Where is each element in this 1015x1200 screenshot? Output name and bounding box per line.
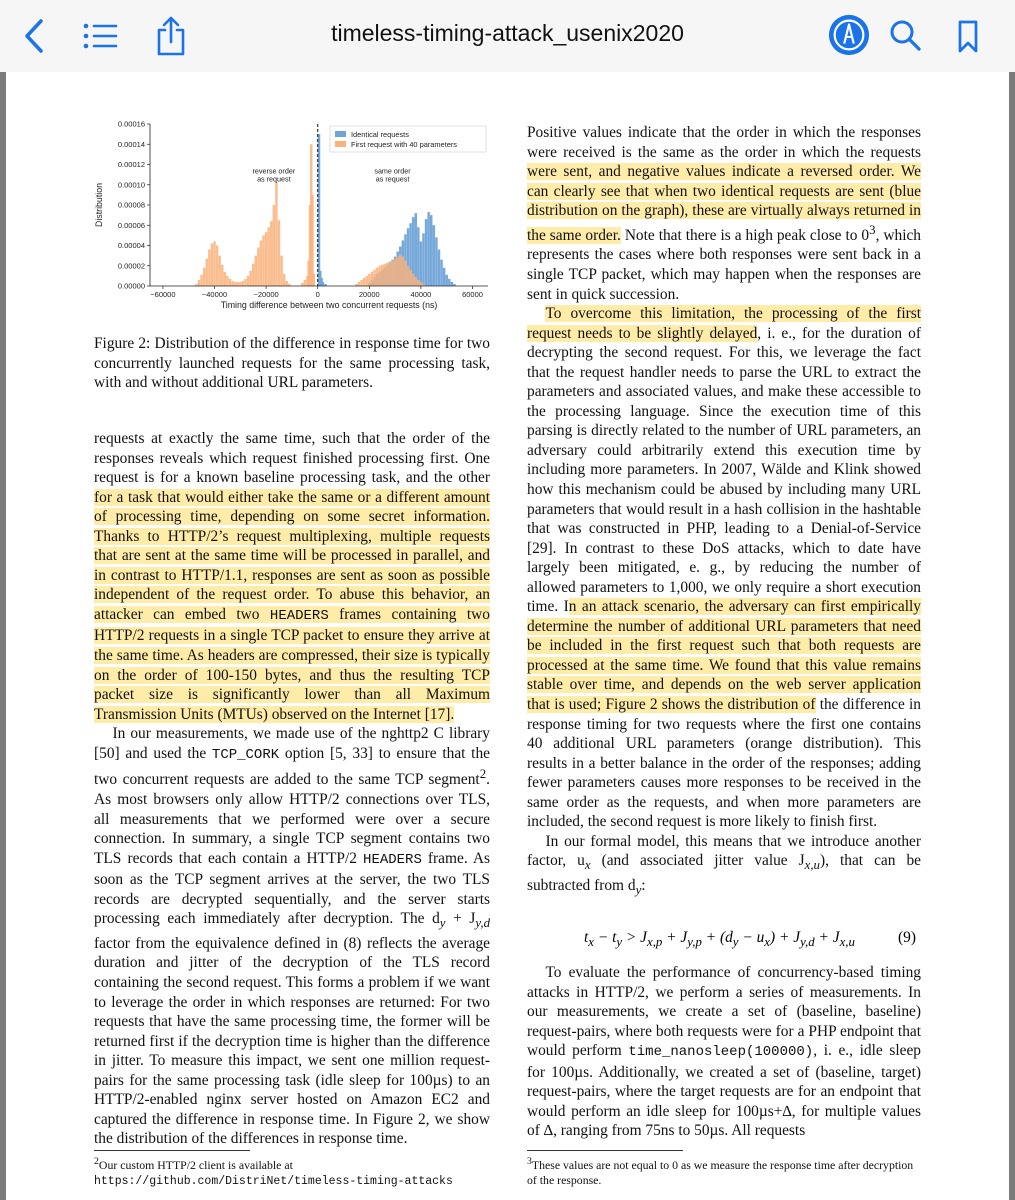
histogram-bar [384, 264, 386, 286]
document-title: timeless-timing-attack_usenix2020 [331, 20, 684, 46]
histogram-bar [252, 264, 254, 286]
histogram-bar [389, 262, 391, 286]
histogram-bar [224, 272, 226, 286]
histogram-bar [402, 257, 404, 286]
right-column [527, 123, 921, 901]
histogram-bar [265, 232, 267, 286]
x-tick-label: 20000 [358, 290, 380, 299]
histogram-bar [255, 256, 257, 286]
histogram-bar [221, 265, 223, 286]
histogram-bar [451, 282, 453, 286]
x-axis-label: Timing difference between two concurrent requests (ns) [220, 300, 438, 310]
left-paragraph-1: requests at exactly the same time, such that the order of the responses reveals which request finished processing first. One request is for a known baseline processing task, and the other for a task that would either take the same or a different amount of processing time, depending on some secret information. Thanks to HTTP/2’s request multiplexing, multiple requests that are sent at the same time will be processed in parallel, and in contrast to HTTP/1.1, responses are sent as soon as possible independent of the request order. To abuse this behavior, an attacker can embed two HEADERS frames containing two HTTP/2 requests in a single TCP packet to ensure they arrive at the same time. As headers are compressed, their size is typically on the order of 100-150 bytes, and thus the resulting TCP packet size is significantly lower than all Maximum Transmission Units (MTUs) observed on the Internet [17]. [94, 430, 490, 723]
markup-pen-icon[interactable] [826, 13, 872, 57]
histogram-bar [409, 270, 411, 286]
y-tick-label: 0.00016 [117, 119, 145, 129]
highlight: for a task that would either take the same or a different amount of processing time, depending on some secret information. Thanks to HTTP/2’s request multiplexing, multiple requests that are sent at the same time will be processed in parallel, and in contrast to HTTP/1.1, responses are sent as soon as possible independent of the request order. To abuse this behavior, an attacker can embed two HEADERS frames containing two HTTP/2 requests in a single TCP packet to ensure they arrive at the same time. As headers are compressed, their size is typically on the order of 100-150 bytes, and thus the resulting TCP packet size is significantly lower than all Maximum Transmission Units (MTUs) observed on the Internet [17]. [94, 488, 490, 723]
histogram-bar [420, 282, 422, 286]
histogram-bar [280, 256, 282, 286]
y-tick-label: 0.00008 [117, 200, 145, 210]
histogram-bar [247, 276, 249, 286]
histogram-bar [198, 280, 200, 286]
histogram-bar [218, 256, 220, 286]
histogram-bar [360, 280, 362, 286]
histogram-bar [242, 281, 244, 286]
footnote-3: $^3$These values are not equal to 0 as we measure the response time after decryption of the response. [527, 1156, 914, 1187]
histogram-bar [386, 263, 388, 286]
y-tick-label: 0.00010 [117, 180, 145, 190]
histogram-bar [378, 266, 380, 286]
left-column [94, 429, 490, 1149]
histogram-bar [412, 274, 414, 286]
histogram-bar [226, 276, 228, 286]
timing-histogram-chart [90, 116, 490, 312]
histogram-bar [231, 281, 233, 286]
histogram-bar [358, 282, 360, 286]
right-paragraph-2: To overcome this limitation, the processing of the first request needs to be slightly delayed, i. e., for the duration of decrypting the second request. For this, we leverage the fact that the request handler needs to parse the URL to extract the parameters and associated values, and make these accessible to the processing language. Since the execution time of this parsing is directly related to the number of URL parameters, an adversary could arbitrarily extend this execution time by including more parameters. In 2007, Wälde and Klink showed how this mechanism could be abused by including many URL parameters that would result in a hash collision in the hashtable that was constructed in PHP, leading to a Denial-of-Service [29]. In contrast to these DoS attacks, which to date have largely been mitigated, e. g., by reducing the number of allowed parameters to 1,000, we only require a short execution time. In an attack scenario, the adversary can first empirically determine the number of additional URL parameters that need be included in the first request such that both requests are processed at the same time. We found that this value remains stable over time, and depends on the web server application that is used; Figure 2 shows the distribution of the difference in response timing for two requests where the first one contains 40 additional URL parameters (orange distribution). This results in a better balance in the order of the responses; adding fewer parameters causes more responses to be received in the same order as the requests, and when more parameters are included, the second request is more likely to finish first. [527, 305, 922, 831]
histogram-bar [438, 250, 440, 286]
legend-swatch [335, 131, 346, 137]
legend-swatch [335, 141, 346, 147]
chart-annotation: reverse order [252, 166, 296, 176]
left-paragraph-2: In our measurements, we made use of the nghttp2 C library [50] and used the TCP_CORK option [5, 33] to ensure that the two concurrent requests are added to the same TCP segment$^2$. As most browsers only allow HTTP/2 connections over TLS, all measurements that we performed were over a secure connection. In summary, a single TCP segment contains two TLS records that each contain a HTTP/2 HEADERS frame. As soon as the TCP segment arrives at the server, the two TLS records are decrypted sequentially, and the server starts processing each immediately after decryption. The $d_y + J_{y,d}$ factor from the equivalence defined in (8) reflects the average duration and jitter of the decryption of the TLS record containing the second request. This forms a problem if we want to leverage the order in which responses are returned: For two requests that have the same processing time, the former will be returned first if the decryption time is higher than the difference in jitter. To measure this impact, we sent one million request-pairs for the same processing task (idle sleep for 100µs) to an HTTP/2-enabled nginx server hosted on Amazon EC2 and captured the difference in response time. In Figure 2, we show the distribution of the differences in response time. [94, 725, 490, 1148]
histogram-bar [211, 243, 213, 286]
histogram-bar [311, 195, 313, 286]
x-tick-label: 60000 [462, 290, 483, 299]
y-tick-label: 0.00004 [117, 241, 145, 251]
histogram-bar [203, 268, 205, 286]
histogram-bar [239, 282, 241, 286]
histogram-bar [394, 259, 396, 286]
histogram-bar [322, 282, 324, 286]
bookmark-icon[interactable] [955, 14, 981, 58]
histogram-bar [267, 227, 269, 286]
histogram-bar [371, 272, 373, 286]
footnote-rule [94, 1150, 250, 1151]
histogram-bar [373, 270, 375, 286]
histogram-bars [195, 134, 455, 286]
x-tick-label: 0 [315, 290, 320, 299]
histogram-bar [376, 268, 378, 286]
histogram-bar [313, 274, 315, 286]
footnote-rule [527, 1150, 683, 1151]
histogram-bar [260, 240, 262, 286]
histogram-bar [420, 241, 422, 286]
y-axis-label: Distribution [94, 182, 104, 228]
right-column-lower [527, 963, 921, 1141]
histogram-bar [275, 182, 277, 286]
histogram-bar [425, 219, 427, 286]
histogram-bar [244, 279, 246, 286]
histogram-bar [200, 275, 202, 286]
x-tick-label: −20000 [253, 290, 279, 299]
histogram-bar [435, 237, 437, 286]
histogram-bar [404, 261, 406, 286]
histogram-bar [443, 268, 445, 286]
histogram-bar [262, 235, 264, 286]
histogram-bar [270, 221, 272, 286]
equation-9: $t_x - t_y > J_{x,p} + J_{y,p} + (d_y - u_x) + J_{y,d} + J_{x,u}$ [584, 929, 855, 950]
histogram-bar [257, 248, 259, 286]
histogram-bar [433, 225, 435, 286]
histogram-bar [216, 246, 218, 287]
legend-entry: First request with 40 parameters [351, 140, 457, 149]
y-tick-label: 0.00012 [117, 160, 145, 170]
search-icon[interactable] [888, 14, 922, 58]
highlight: To overcome this limitation, the processing of the first request needs to be slightly delayed [527, 305, 921, 342]
histogram-bar [208, 250, 210, 286]
figure-caption: Figure 2: Distribution of the difference in response time for two concurrently launched requests for the same processing task, with and without additional URL parameters. [94, 335, 490, 391]
histogram-bar [396, 257, 398, 286]
histogram-bar [445, 275, 447, 286]
histogram-bar [430, 215, 432, 286]
histogram-bar [236, 282, 238, 286]
histogram-bar [368, 274, 370, 286]
histogram-bar [273, 205, 275, 286]
y-tick-label: 0.00002 [117, 261, 145, 271]
histogram-bar [407, 266, 409, 286]
y-tick-label: 0.00000 [117, 281, 145, 291]
chart-annotation: as request [375, 174, 410, 184]
chart-annotation: as request [257, 174, 291, 184]
y-tick-label: 0.00006 [117, 220, 145, 230]
highlight: were sent, and negative values indicate a reversed order. We can clearly see that when two identical requests are sent (blue distribution on the graph), these are virtually always returned in the same order. [527, 163, 921, 244]
histogram-bar [283, 274, 285, 286]
y-tick-label: 0.00014 [117, 139, 145, 149]
histogram-bar [229, 279, 231, 286]
histogram-bar [448, 279, 450, 286]
x-tick-label: 40000 [410, 290, 432, 299]
histogram-bar [427, 212, 429, 286]
histogram-bar [278, 220, 280, 286]
histogram-bar [213, 241, 215, 286]
histogram-bar [301, 283, 303, 286]
footnote-2: $^2$Our custom HTTP/2 client is available at https://github.com/DistriNet/timeless-timing-attacks [94, 1156, 453, 1188]
histogram-bar [365, 276, 367, 286]
histogram-bar [415, 213, 417, 286]
histogram-bar [391, 261, 393, 286]
footnote-link[interactable]: https://github.com/DistriNet/timeless-timing-attacks [94, 1174, 453, 1188]
histogram-bar [422, 233, 424, 286]
histogram-bar [304, 280, 306, 286]
histogram-bar [234, 282, 236, 286]
highlight: n an attack scenario, the adversary can first empirically determine the number of additional URL parameters that need be included in the first request such that both requests are processed at the same time. We found that this value remains stable over time, and depends on the web server application that is used; Figure 2 shows the distribution of [527, 598, 921, 713]
histogram-bar [363, 278, 365, 286]
legend-entry: Identical requests [351, 130, 409, 139]
histogram-bar [399, 255, 401, 286]
histogram-bar [417, 227, 419, 286]
right-paragraph-3: In our formal model, this means that we introduce another factor, $u_x$ (and associated jitter value $J_{x,u}$), that can be subtracted from $d_y$: [527, 832, 921, 898]
histogram-bar [440, 260, 442, 286]
chart-annotation: same order [374, 166, 411, 176]
histogram-bar [417, 280, 419, 286]
right-paragraph-1: Positive values indicate that the order in which the responses were received is the same as the order in which the requests were sent, and negative values indicate a reversed order. We can clearly see that when two identical requests are sent (blue distribution on the graph), these are virtually always returned in the same order. Note that there is a high peak close to $0^3$, which represents the cases where both responses were sent back in a single TCP packet, which may happen when the responses are sent in quick succession. [527, 124, 921, 303]
histogram-bar [415, 277, 417, 286]
right-paragraph-4: To evaluate the performance of concurrency-based timing attacks in HTTP/2, we perform a series of measurements. In our measurements, we create a set of (baseline, baseline) request-pairs, where both requests were for a PHP endpoint that would perform time_nanosleep(100000), i. e., idle sleep for 100µs. Additionally, we created a set of (baseline, target) request-pairs, where the target requests are for an endpoint that would perform an idle sleep for 100µs+∆, for multiple values of ∆, ranging from 75ns to 50µs. All requests [527, 964, 922, 1140]
pdf-page[interactable] [6, 72, 1009, 1200]
equation-number: (9) [898, 929, 916, 946]
x-tick-label: −60000 [150, 290, 176, 299]
viewer-toolbar [0, 0, 1015, 72]
histogram-bar [206, 259, 208, 286]
x-tick-label: −40000 [201, 290, 228, 299]
histogram-bar [286, 281, 288, 286]
histogram-bar [249, 271, 251, 286]
histogram-bar [381, 265, 383, 286]
